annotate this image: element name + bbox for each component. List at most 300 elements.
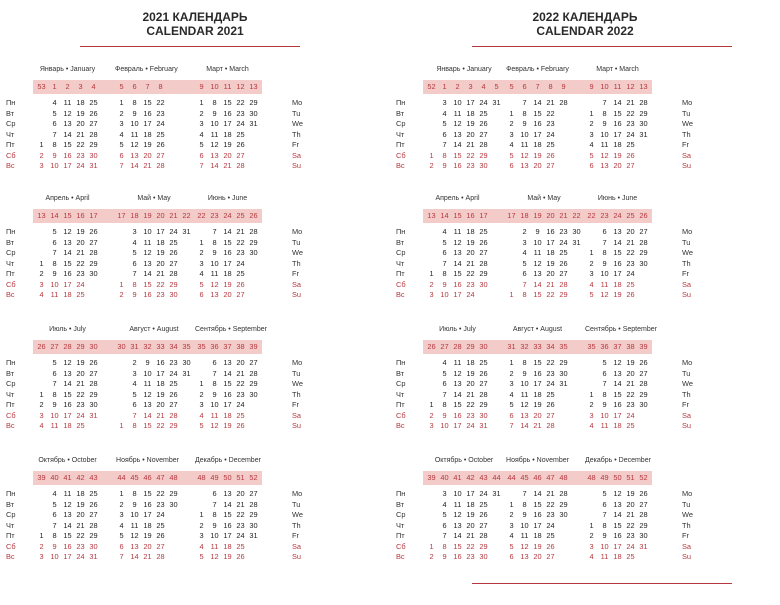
day-cell: 22 [546,108,555,118]
day-cell: 31 [492,489,501,498]
day-cell: 24 [236,119,245,128]
day-cell: 3 [509,520,514,530]
day-cell: 25 [546,389,555,399]
day-cell: 28 [89,520,98,530]
weekday-label-ru: Сб [396,279,406,289]
day-cell: 11 [600,279,609,289]
day-cell: 21 [626,237,635,247]
day-cell: 13 [613,499,622,509]
day-cell: 22 [626,389,635,399]
week-number: 47 [546,473,555,482]
day-cell: 1 [39,389,44,399]
week-number: 48 [197,473,206,482]
day-cell: 24 [626,269,635,278]
day-cell: 18 [613,279,622,289]
day-cell: 15 [143,489,152,498]
day-cell: 8 [442,269,447,278]
day-cell: 5 [199,140,204,149]
day-cell: 5 [589,290,594,299]
weekday-label-en: Mo [682,98,693,107]
month-name: Август • August [129,326,179,333]
day-cell: 17 [613,269,622,278]
week-number: 9 [561,82,566,91]
week-number: 31 [130,342,139,351]
week-number: 12 [626,82,635,91]
day-cell: 28 [156,552,165,561]
week-number: 32 [520,342,529,351]
week-number: 9 [589,82,594,91]
day-cell: 6 [442,520,447,530]
day-cell: 7 [212,368,217,378]
day-cell: 6 [52,510,57,519]
day-cell: 25 [236,410,245,420]
day-cell: 24 [546,129,555,139]
day-cell: 17 [533,520,542,530]
day-cell: 20 [533,552,542,561]
day-cell: 20 [466,379,475,388]
bottom-rule [472,583,732,584]
day-cell: 24 [76,161,85,170]
week-number: 51 [626,473,635,482]
day-cell: 23 [156,108,165,118]
day-cell: 24 [169,227,178,236]
week-number: 16 [76,211,85,220]
week-number: 29 [76,342,85,351]
day-cell: 20 [143,150,152,160]
day-cell: 5 [52,227,57,236]
day-cell: 1 [429,400,434,409]
weekday-label-ru: Вт [396,237,405,247]
day-cell: 9 [212,248,217,257]
day-cell: 24 [76,552,85,561]
month-name: Март • March [206,66,249,73]
day-cell: 21 [546,98,555,107]
day-cell: 28 [559,489,568,498]
day-cell: 10 [50,161,59,170]
day-cell: 8 [52,258,57,268]
weekday-label-en: We [292,248,303,257]
day-cell: 21 [223,161,232,170]
day-cell: 7 [602,98,607,107]
day-cell: 9 [212,520,217,530]
day-cell: 5 [442,119,447,128]
day-cell: 12 [453,237,462,247]
day-cell: 21 [236,499,245,509]
day-cell: 6 [442,248,447,257]
day-cell: 3 [39,279,44,289]
day-cell: 2 [119,108,124,118]
week-number: 50 [223,473,232,482]
week-number: 18 [130,211,139,220]
day-cell: 11 [520,531,529,540]
weekday-label-ru: Чт [6,258,15,268]
day-cell: 16 [453,279,462,289]
week-number: 41 [63,473,72,482]
day-cell: 8 [52,531,57,540]
day-cell: 23 [76,541,85,551]
day-cell: 25 [479,358,488,367]
weekday-label-en: We [682,379,693,388]
day-cell: 13 [63,368,72,378]
week-number: 42 [466,473,475,482]
day-cell: 18 [533,140,542,149]
day-cell: 14 [453,389,462,399]
day-cell: 13 [533,269,542,278]
weekday-label-en: Th [292,258,301,268]
day-cell: 5 [52,499,57,509]
day-cell: 30 [479,410,488,420]
day-cell: 25 [626,421,635,430]
day-cell: 27 [156,541,165,551]
day-cell: 15 [63,389,72,399]
day-cell: 29 [249,98,258,107]
day-cell: 17 [533,129,542,139]
weekday-label-en: Mo [292,489,303,498]
day-cell: 4 [199,410,204,420]
day-cell: 14 [453,140,462,149]
day-cell: 24 [626,129,635,139]
day-cell: 8 [132,421,137,430]
day-cell: 14 [533,489,542,498]
week-number: 21 [559,211,568,220]
day-cell: 18 [223,541,232,551]
weekday-label-en: Su [682,290,692,299]
day-cell: 10 [143,368,152,378]
week-number: 40 [50,473,59,482]
week-number: 45 [130,473,139,482]
day-cell: 10 [600,129,609,139]
day-cell: 18 [613,421,622,430]
day-cell: 17 [63,161,72,170]
day-cell: 11 [453,108,462,118]
weekday-label-en: Mo [682,489,693,498]
day-cell: 28 [89,379,98,388]
weekday-label-ru: Вс [6,290,15,299]
day-cell: 5 [602,489,607,498]
day-cell: 6 [442,129,447,139]
day-cell: 14 [130,161,139,170]
day-cell: 16 [613,119,622,128]
day-cell: 6 [509,410,514,420]
day-cell: 21 [466,140,475,149]
day-cell: 4 [442,499,447,509]
day-cell: 12 [453,510,462,519]
weekday-label-en: Tu [682,108,691,118]
day-cell: 24 [626,410,635,420]
day-cell: 13 [453,379,462,388]
month-name: Ноябрь • November [116,457,179,464]
weekday-label-en: Mo [682,358,693,367]
day-cell: 22 [626,520,635,530]
day-cell: 7 [52,520,57,530]
day-cell: 21 [546,489,555,498]
weekday-label-ru: Сб [6,541,16,551]
day-cell: 18 [533,531,542,540]
day-cell: 1 [199,510,204,519]
week-number: 9 [199,82,204,91]
day-cell: 16 [143,499,152,509]
week-number: 23 [600,211,609,220]
weekday-label-en: Fr [292,400,299,409]
month-name: Октябрь • October [38,457,97,464]
week-number: 34 [169,342,178,351]
day-cell: 2 [509,510,514,519]
week-number: 8 [158,82,163,91]
day-cell: 29 [559,358,568,367]
day-cell: 17 [546,237,555,247]
weekday-label-en: Mo [292,227,303,236]
day-cell: 6 [522,269,527,278]
day-cell: 17 [63,552,72,561]
day-cell: 22 [76,140,85,149]
day-cell: 9 [52,541,57,551]
day-cell: 16 [613,258,622,268]
day-cell: 26 [89,358,98,367]
day-cell: 23 [546,119,555,128]
day-cell: 18 [76,98,85,107]
day-cell: 14 [143,410,152,420]
day-cell: 31 [182,227,191,236]
day-cell: 26 [89,499,98,509]
day-cell: 25 [76,421,85,430]
day-cell: 10 [143,227,152,236]
day-cell: 1 [429,269,434,278]
day-cell: 12 [63,499,72,509]
week-number: 48 [169,473,178,482]
day-cell: 13 [453,520,462,530]
day-cell: 16 [533,368,542,378]
weekday-label-ru: Вс [6,552,15,561]
day-cell: 12 [210,279,219,289]
day-cell: 29 [89,389,98,399]
day-cell: 6 [602,227,607,236]
day-cell: 3 [119,119,124,128]
day-cell: 23 [546,510,555,519]
day-cell: 17 [156,368,165,378]
week-number: 26 [427,342,436,351]
day-cell: 18 [466,108,475,118]
day-cell: 11 [50,421,59,430]
day-cell: 8 [602,108,607,118]
day-cell: 5 [199,552,204,561]
day-cell: 30 [249,108,258,118]
day-cell: 11 [210,129,219,139]
weekday-label-en: Fr [682,269,689,278]
day-cell: 14 [453,258,462,268]
day-cell: 5 [442,237,447,247]
week-number: 4 [481,82,486,91]
month-name: Февраль • February [115,66,178,73]
day-cell: 27 [249,358,258,367]
day-cell: 6 [509,161,514,170]
week-number: 14 [440,211,449,220]
day-cell: 26 [479,368,488,378]
week-number: 36 [600,342,609,351]
month-name: Апрель • April [435,195,480,202]
day-cell: 17 [223,119,232,128]
week-number: 17 [479,211,488,220]
day-cell: 18 [143,129,152,139]
week-number: 37 [223,342,232,351]
day-cell: 4 [52,98,57,107]
day-cell: 6 [132,258,137,268]
weekday-label-ru: Чт [396,389,405,399]
day-cell: 11 [143,237,152,247]
day-cell: 30 [249,389,258,399]
weekday-label-en: Sa [682,279,692,289]
day-cell: 29 [639,389,648,399]
week-number: 17 [117,211,126,220]
day-cell: 18 [533,389,542,399]
week-number: 25 [236,211,245,220]
day-cell: 2 [589,258,594,268]
week-number: 47 [156,473,165,482]
day-cell: 5 [52,358,57,367]
day-cell: 7 [119,552,124,561]
week-number: 32 [143,342,152,351]
day-cell: 19 [223,140,232,149]
day-cell: 4 [509,140,514,149]
day-cell: 27 [89,368,98,378]
day-cell: 31 [182,368,191,378]
day-cell: 21 [76,129,85,139]
day-cell: 9 [52,269,57,278]
day-cell: 9 [442,279,447,289]
week-number: 34 [546,342,555,351]
month-name: Май • May [527,195,561,202]
day-cell: 3 [39,552,44,561]
day-cell: 17 [613,129,622,139]
day-cell: 28 [559,98,568,107]
day-cell: 4 [509,389,514,399]
weekday-label-en: Su [682,161,692,170]
week-number: 38 [626,342,635,351]
title-en: CALENDAR 2022 [536,24,634,38]
day-cell: 1 [509,358,514,367]
week-number: 6 [522,82,527,91]
weekday-label-ru: Вт [396,108,405,118]
day-cell: 18 [63,290,72,299]
day-cell: 29 [639,520,648,530]
day-cell: 24 [236,400,245,409]
day-cell: 29 [249,379,258,388]
day-cell: 19 [76,227,85,236]
day-cell: 26 [479,510,488,519]
weekday-label-ru: Чт [6,389,15,399]
day-cell: 23 [236,520,245,530]
week-number: 14 [50,211,59,220]
day-cell: 1 [589,108,594,118]
day-cell: 22 [156,279,165,289]
day-cell: 11 [600,421,609,430]
day-cell: 14 [613,237,622,247]
day-cell: 30 [639,119,648,128]
day-cell: 10 [520,520,529,530]
day-cell: 27 [169,258,178,268]
week-number: 46 [143,473,152,482]
day-cell: 24 [546,379,555,388]
day-cell: 16 [223,248,232,257]
day-cell: 7 [52,379,57,388]
week-number: 36 [210,342,219,351]
day-cell: 3 [429,290,434,299]
day-cell: 23 [156,290,165,299]
day-cell: 21 [143,161,152,170]
day-cell: 30 [559,510,568,519]
weekday-label-ru: Вс [396,421,405,430]
day-cell: 13 [63,119,72,128]
day-cell: 12 [130,531,139,540]
day-cell: 1 [509,499,514,509]
weekday-label-en: Tu [682,499,691,509]
day-cell: 17 [533,379,542,388]
day-cell: 12 [453,368,462,378]
day-cell: 10 [50,410,59,420]
day-cell: 24 [479,489,488,498]
day-cell: 4 [119,520,124,530]
day-cell: 5 [589,150,594,160]
day-cell: 26 [169,389,178,399]
day-cell: 9 [442,161,447,170]
day-cell: 3 [119,510,124,519]
week-number: 25 [626,211,635,220]
day-cell: 31 [89,552,98,561]
day-cell: 21 [466,531,475,540]
week-number: 26 [639,211,648,220]
day-cell: 20 [626,499,635,509]
day-cell: 29 [479,269,488,278]
day-cell: 28 [249,368,258,378]
day-cell: 7 [522,489,527,498]
day-cell: 7 [522,279,527,289]
day-cell: 16 [223,520,232,530]
day-cell: 20 [466,129,475,139]
week-number: 13 [249,82,258,91]
calendar-page-2022 [390,0,780,605]
day-cell: 31 [639,541,648,551]
month-name: Сентябрь • September [585,326,657,333]
day-cell: 2 [429,161,434,170]
week-number: 4 [91,82,96,91]
weekday-label-ru: Вт [396,499,405,509]
day-cell: 23 [626,119,635,128]
day-cell: 30 [89,400,98,409]
day-cell: 19 [626,358,635,367]
day-cell: 27 [479,379,488,388]
day-cell: 14 [613,98,622,107]
day-cell: 23 [236,389,245,399]
day-cell: 5 [509,400,514,409]
day-cell: 10 [453,489,462,498]
weekday-label-ru: Чт [396,129,405,139]
day-cell: 21 [466,258,475,268]
day-cell: 8 [212,379,217,388]
day-cell: 23 [466,161,475,170]
day-cell: 21 [626,98,635,107]
day-cell: 15 [143,279,152,289]
day-cell: 6 [199,290,204,299]
week-number: 8 [548,82,553,91]
weekday-label-ru: Пн [6,489,16,498]
day-cell: 20 [76,510,85,519]
day-cell: 21 [626,510,635,519]
day-cell: 30 [249,520,258,530]
day-cell: 16 [63,541,72,551]
week-number: 20 [156,211,165,220]
day-cell: 3 [589,269,594,278]
weekday-label-ru: Чт [6,129,15,139]
day-cell: 21 [76,248,85,257]
